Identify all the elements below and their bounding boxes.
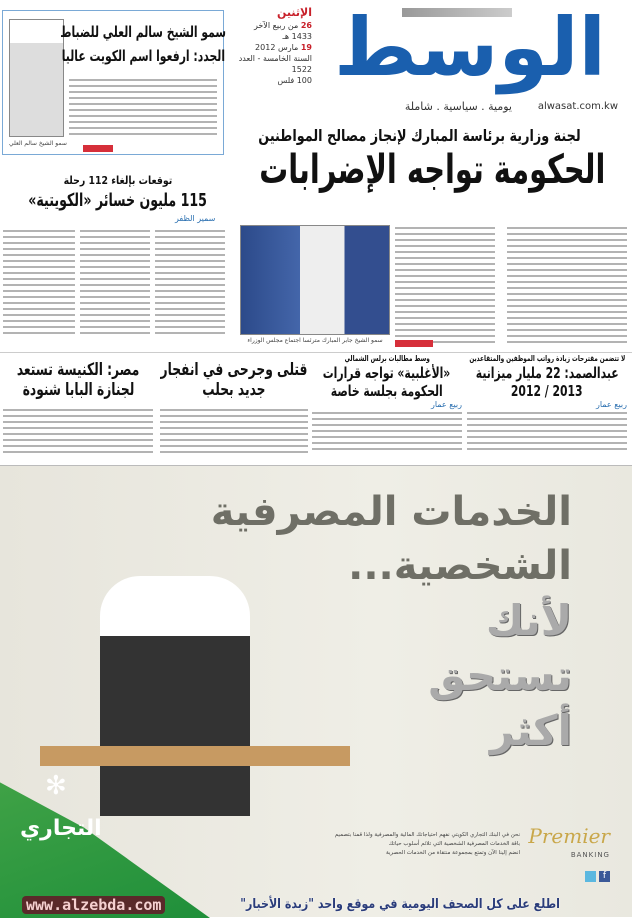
- headline: [467, 364, 627, 382]
- photo-caption: سمو الشيخ سالم العلي: [9, 140, 67, 147]
- ad-headline: الخدمات المصرفية: [210, 489, 572, 535]
- kicker-text: لا تتضمن مقترحات زيادة رواتب الموظفين والمتقاعدين: [468, 354, 625, 363]
- headline-text: «الأغلبية» تواجه قرارات: [323, 363, 451, 382]
- headline-text: الجدد: ارفعوا اسم الكويت عاليا: [61, 47, 225, 65]
- article-text: [467, 410, 627, 454]
- article-text: [69, 77, 217, 137]
- ad-slogan: أكثر: [489, 706, 572, 755]
- headline: [160, 360, 308, 380]
- kicker: [467, 354, 627, 364]
- article-text: [3, 228, 75, 338]
- banner-text-label: اطلع على كل الصحف اليومية في موقع واحد "زبدة الأخبار": [240, 897, 560, 912]
- headline-text: عبدالصمد: 22 مليار ميزانية: [475, 363, 619, 382]
- lead-photo: [240, 225, 390, 335]
- ad-photo-desk: [40, 746, 350, 766]
- ad-headline: الشخصية...: [348, 543, 572, 589]
- headline: [312, 382, 462, 400]
- ad-slogan: لأنك: [485, 596, 572, 645]
- headline: [61, 47, 225, 65]
- premier-logo: Premier: [528, 824, 610, 848]
- dateline: [232, 6, 312, 86]
- day: الإثنين: [277, 6, 312, 19]
- star-logo-icon: ✻: [45, 771, 67, 801]
- article-text: [155, 228, 225, 338]
- portrait-photo: [9, 19, 64, 137]
- banner-url[interactable]: www.alzebda.com: [22, 896, 165, 914]
- article-text: [80, 228, 150, 338]
- lead-headline[interactable]: [240, 146, 625, 194]
- story-majority[interactable]: [312, 354, 462, 450]
- greg-day: 19: [300, 43, 312, 52]
- brand-name: التجاري: [20, 816, 102, 841]
- facebook-icon[interactable]: f: [599, 871, 610, 882]
- ad-photo-man: [100, 576, 250, 816]
- newspaper-logo: الوسط: [334, 1, 606, 94]
- divider: [0, 352, 632, 353]
- article-text: [395, 225, 495, 345]
- headline-text: لجنازة البابا شنودة: [22, 380, 134, 401]
- headline-text: مصر: الكنيسة تستعد: [16, 360, 140, 380]
- hijri-day: 26: [300, 21, 312, 30]
- photo-caption: سمو الشيخ جابر المبارك مترئسا اجتماع مجلس الوزراء: [247, 337, 383, 344]
- article-text: [312, 410, 462, 450]
- hijri-date: من ربيع الآخر 1433 هـ: [253, 21, 312, 41]
- byline: ربيع عمار: [430, 399, 462, 409]
- price: 100 فلس: [277, 76, 312, 85]
- bank-advertisement[interactable]: [0, 465, 632, 917]
- headline-text: سمو الشيخ سالم العلي للضباط: [60, 23, 226, 41]
- story-aleppo[interactable]: [160, 360, 308, 457]
- website[interactable]: alwasat.com.kw: [537, 101, 618, 112]
- side-headline[interactable]: [10, 190, 225, 212]
- continued-tag: [83, 145, 113, 152]
- article-text: [3, 407, 153, 457]
- top-box-story[interactable]: [2, 10, 224, 155]
- headline-text: قتلى وجرحى في انفجار: [160, 360, 308, 380]
- headline-text: الحكومة بجلسة خاصة: [331, 381, 443, 400]
- article-text: [507, 225, 627, 345]
- greg-date: مارس 2012: [255, 43, 299, 52]
- article-text: [160, 407, 308, 457]
- twitter-icon[interactable]: [585, 871, 596, 882]
- lead-kicker: [227, 126, 612, 145]
- side-kicker: [10, 174, 225, 187]
- kicker: [312, 354, 462, 364]
- lead-kicker-text: لجنة وزارية برئاسة المبارك لإنجاز مصالح المواطنين: [258, 126, 581, 145]
- headline-text: 2013 / 2012: [511, 381, 583, 400]
- ad-body-line: باقة الخدمات المصرفية الشخصية التي تلائم أسلوب حياتك: [388, 841, 520, 847]
- story-budget[interactable]: [467, 354, 627, 454]
- headline: [467, 382, 627, 400]
- tagline: يومية . سياسية . شاملة: [404, 100, 512, 113]
- byline: ربيع عمار: [595, 399, 627, 409]
- kicker-text: وسط مطالبات برلس الشمالي: [344, 354, 430, 363]
- issue: السنة الخامسة - العدد 1522: [238, 54, 312, 74]
- ad-body-line: نحن في البنك التجاري الكويتي نفهم احتياجاتك المالية والمصرفية ولذا قمنا بتصميم: [334, 832, 520, 838]
- banking-label: BANKING: [570, 851, 610, 859]
- lead-headline-text: الحكومة تواجه الإضرابات: [259, 147, 606, 193]
- ad-slogan: تستحق: [428, 651, 572, 700]
- side-kicker-text: توقعات بإلغاء 112 رحلة: [63, 174, 172, 187]
- ad-body-line: انضم إلينا الآن وتمتع بمجموعة منتقاة من الخدمات الحصرية: [385, 850, 520, 856]
- byline: سمير الظفر: [175, 214, 216, 223]
- ad-body: [300, 831, 520, 858]
- banner-text[interactable]: [180, 897, 620, 913]
- headline: [160, 380, 308, 400]
- headline: [3, 360, 153, 380]
- continued-tag: [395, 340, 433, 347]
- headline-text: جديد بحلب: [202, 380, 266, 401]
- story-egypt[interactable]: [3, 360, 153, 457]
- headline: [60, 23, 226, 41]
- headline: [312, 364, 462, 382]
- headline: [3, 380, 153, 400]
- side-headline-text: 115 مليون خسائر «الكويتية»: [28, 190, 207, 211]
